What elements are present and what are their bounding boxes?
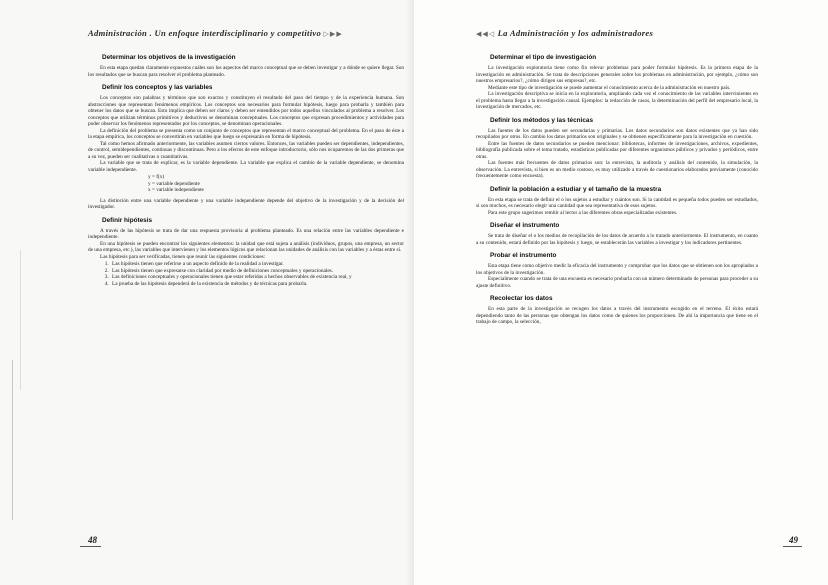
running-head-text: La Administración y los administradores <box>497 28 654 38</box>
section-hipotesis <box>88 217 404 288</box>
paragraph: Mediante este tipo de investigación se puede aumentar el conocimiento acerca de la administración en nuestro país. <box>488 84 731 91</box>
list-item: 4. La prueba de las hipótesis dependerá de la existencia de métodos y de técnicas para probarla. <box>110 281 404 288</box>
paragraph: Tal como hemos afirmado anteriormente, las variables asumen ciertos valores. Entonces, las variables pueden ser dependientes, independientes, de control, semidependientes, continuas y discontinuas. Pero a los efectos de este enfoque introductorio, sólo nos ocuparemos de las dos primeras que a su vez, pueden ser cualitativas o cuantitativas. <box>88 140 404 160</box>
conditions-list <box>88 261 404 287</box>
section-heading: Diseñar el instrumento <box>490 222 560 229</box>
paragraph: Esta etapa tiene como objetivo medir la eficacia del instrumento y comprobar que los datos que se obtienen son los apropiados a los objetivos de la investigación. <box>476 263 758 276</box>
running-head-right <box>476 28 758 38</box>
section-objetivos <box>88 54 404 78</box>
paragraph: En esta etapa quedan claramente expuestos cuáles son los aspectos del marco conceptual que se deben investigar y a dónde se quiere llegar. Son los resultados que se buscan para resolver el problema planteado. <box>88 65 404 78</box>
list-item: 3. Las definiciones conceptuales y operacionales tienen que estar referidas a hechos observables de existencia real, y <box>110 274 404 281</box>
section-tipo-investigacion <box>476 54 758 111</box>
section-poblacion-muestra <box>476 186 758 217</box>
running-head-text: Administración . Un enfoque interdisciplinario y competitivo <box>88 28 322 38</box>
formula-line: x = variable independiente <box>148 187 204 193</box>
arrow-ornament-icon: ▷▶▶ <box>323 30 343 38</box>
formula-block <box>148 174 404 194</box>
paragraph: Para este grupo sugerimos remitir al lector a las diferentes obras especializadas existentes. <box>488 209 678 216</box>
list-item: 1. Las hipótesis tienen que referirse a un aspecto definido de la realidad a investigar. <box>110 261 404 268</box>
paragraph: La distinción entre una variable dependiente y una variable independiente depende del objetivo de la investigación y de la decisión del investigador. <box>88 197 404 210</box>
section-heading: Recolectar los datos <box>490 295 553 302</box>
paragraph: Las fuentes de los datos pueden ser secundarias y primarias. Los datos secundarios son datos existentes que ya han sido recopilados por otros. En cambio los datos primarios son originales y se obtienen específicamente para la investigación en cuestión. <box>476 127 758 140</box>
page-number-right: 49 <box>789 535 798 545</box>
paragraph: Se trata de diseñar el o los medios de recopilación de los datos de acuerdo a lo tratado anteriormente. El instrumento, en cuanto a su contenido, estará definido por las hipótesis y luego, se establecerán las variables a investigar y los indicadores pertinentes. <box>476 233 758 246</box>
section-conceptos-variables <box>88 84 404 211</box>
paragraph: La investigación descriptiva se inicia en la exploratoria, ampliando cada vez el conocimiento de las variables intervinientes en el problema hasta llegar a la investigación causal. Ejemplos: la redacción de casos, la determinación del perfil del empresario local, la investigación de mercados, etc. <box>476 91 758 110</box>
formula-line: y = f(x) <box>148 174 165 180</box>
paragraph: Los conceptos son palabras y términos que son exactos y constituyen el resultado del paso del tiempo y de la experiencia humana. Son abstracciones que representan fenómenos empíricos. Los conceptos son necesarios para formular hipótesis, luego para probarla y también para obtener los datos que se buscan. Esto implica que deben ser claros y deben ser entendidos por todos aquellos vinculados al problema a resolver. Los conceptos que utilizan términos primitivos y deductivos se denominan conceptuales. Los conceptos que expresan procedimientos y actividades para poder observar los fenómenos representados por los conceptos, se denominan operacionales. <box>88 95 404 127</box>
paragraph: Entre las fuentes de datos secundarios se pueden mencionar: bibliotecas, informes de investigaciones, archivos, expedientes, bibliografía publicada sobre el tema tratado, estadísticas publicadas por diferentes organismos públicos y privados y periódicos, entre otras. <box>476 140 758 160</box>
paragraph: En esta etapa se trata de definir el o los sujetos a estudiar y cuántos son. Si la cantidad es pequeña todos pueden ser estudiados, si son muchos, es necesario elegir una cantidad que sea representativa de esos sujetos. <box>476 196 758 209</box>
running-head-left <box>88 28 404 38</box>
section-heading: Probar el instrumento <box>490 252 557 259</box>
formula-line: y = variable dependiente <box>148 180 200 187</box>
section-heading: Definir hipótesis <box>102 216 153 224</box>
paragraph: La definición del problema se presenta como un conjunto de conceptos que representan el marco conceptual del problema. En el paso de éste a la etapa empírica, los conceptos se convertirán en variables que luego se expresarán en forma de hipótesis. <box>88 127 404 140</box>
list-item: 2. Las hipótesis tienen que expresarse con claridad por medio de definiciones conceptuales y operacionales. <box>110 268 404 275</box>
section-heading: Determinar los objetivos de la investigación <box>102 54 236 61</box>
paragraph: Especialmente cuando se trata de una encuesta es necesario probarla con un número determinado de personas para proceder a su ajuste definitivo. <box>476 276 758 289</box>
section-heading: Definir los conceptos y las variables <box>102 84 213 91</box>
section-heading: Determinar el tipo de investigación <box>490 54 597 61</box>
section-heading: Definir los métodos y las técnicas <box>490 116 593 124</box>
section-metodos-tecnicas <box>476 117 758 180</box>
paragraph: La investigación exploratoria tiene como fin relevar problemas para poder formular hipótesis. Es la primera etapa de la investigación en administración. Se trata de descripciones generales sobre los problemas en administración, por ejemplo, ¿cómo son nuestros empresarios?, ¿cómo dirigen sus empresas?, etc. <box>476 65 758 84</box>
page-edge-shadow <box>12 360 13 520</box>
page-number-left: 48 <box>88 535 97 545</box>
paragraph: La variable que se trata de explicar, es la variable dependiente. La variable que explica el cambio de la variable dependiente, se denomina variable independiente. <box>88 160 404 173</box>
paragraph: En esta parte de la investigación se recogen los datos a través del instrumento escogido en el terreno. El éxito estará dependiendo tanto de las personas que obtengan los datos como de quienes los proporcionen. De ahí la importancia que tiene en el trabajo de campo, la selección, <box>476 306 758 325</box>
page-edge-shadow <box>20 250 21 390</box>
paragraph: Las fuentes más frecuentes de datos primarios son: la entrevista, la auditoría y análisis del contenido, la simulación, la observación. La entrevista, si bien es un medio costoso, es muy utilizado a través de cuestionarios elaborados previamente (conocido frecuentemente como encuesta). <box>476 160 758 179</box>
arrow-ornament-icon: ◀◀◁ <box>476 30 496 38</box>
section-recolectar-datos <box>476 295 758 326</box>
paragraph: Las hipótesis para ser verificadas, tienen que reunir las siguientes condiciones: <box>100 253 266 260</box>
right-page <box>414 0 828 585</box>
section-disenar-instrumento <box>476 222 758 246</box>
section-heading: Definir la población a estudiar y el tamaño de la muestra <box>490 185 662 193</box>
section-probar-instrumento <box>476 252 758 289</box>
paragraph: En una hipótesis se pueden encontrar los siguientes elementos: la unidad que está sujeta a análisis (individuos, grupos, una empresa, un sector de una empresa, etc.), las variables que intervienen y los elementos lógicos que relacionan las unidades de análisis con las variables y a éstas entre sí. <box>88 240 404 253</box>
paragraph: A través de las hipótesis se trata de dar una respuesta provisoria al problema planteado. Es una relación entre las variables dependiente e independiente. <box>88 227 404 240</box>
